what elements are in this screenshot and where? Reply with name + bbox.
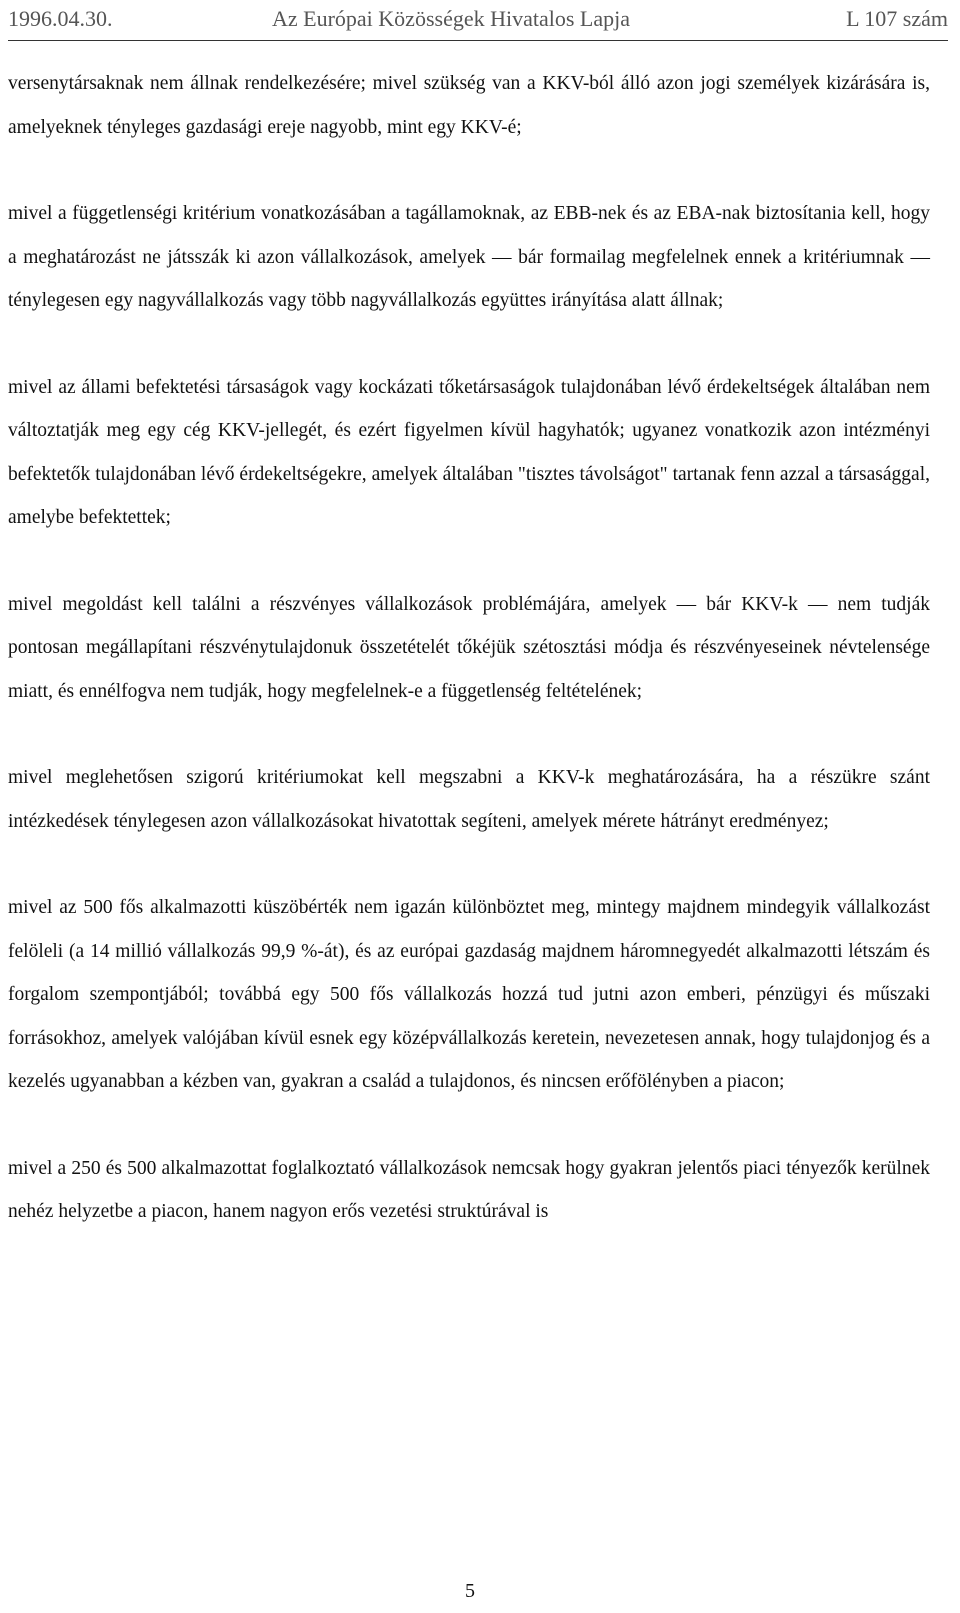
- page-number: 5: [465, 1580, 475, 1602]
- header-issue-reference: L 107 szám: [846, 6, 948, 31]
- paragraph-3: mivel az állami befektetési társaságok vagy kockázati tőketársaságok tulajdonában lévő érdekeltségek általában nem változtatják meg egy cég KKV-jellegét, és ezért figyelmen kívül hagyhatók; ugyanez vonatkozik azon intézményi befektetők tulajdonában lévő érdekeltségekre, amelyek általában "tisztes távolságot" tartanak fenn azzal a társasággal, amelybe befektettek;: [8, 376, 930, 528]
- paragraph-1: versenytársaknak nem állnak rendelkezésére; mivel szükség van a KKV-ból álló azon jogi személyek kizárására is, amelyeknek tényleges gazdasági ereje nagyobb, mint egy KKV-é;: [8, 73, 930, 138]
- header-rule: [8, 40, 948, 41]
- paragraph-7: mivel a 250 és 500 alkalmazottat foglalkoztató vállalkozások nemcsak hogy gyakran jelentős piaci tényezők kerülnek nehéz helyzetbe a piacon, hanem nagyon erős vezetési struktúrával is: [8, 1157, 930, 1222]
- paragraph-2: mivel a függetlenségi kritérium vonatkozásában a tagállamoknak, az EBB-nek és az EBA-nak biztosítania kell, hogy a meghatározást ne játsszák ki azon vállalkozások, amelyek — bár formailag megfelelnek ennek a kritériumnak — ténylegesen egy nagyvállalkozás vagy több nagyvállalkozás együttes irányítása alatt állnak;: [8, 203, 930, 311]
- body-text: [8, 62, 930, 1277]
- paragraph-6: mivel az 500 fős alkalmazotti küszöbérték nem igazán különböztet meg, mintegy majdnem mindegyik vállalkozást felöleli (a 14 millió vállalkozás 99,9 %-át), és az európai gazdaság majdnem háromnegyedét alkalmazotti létszám és forgalom szempontjából; továbbá egy 500 fős vállalkozás hozzá tud jutni azon emberi, pénzügyi és műszaki forrásokhoz, amelyek valójában kívül esnek egy középvállalkozás keretein, nevezetesen annak, hogy tulajdonjog és a kezelés ugyanabban a kézben van, gyakran a család a tulajdonos, és nincsen erőfölényben a piacon;: [8, 897, 930, 1092]
- paragraph-4: mivel megoldást kell találni a részvényes vállalkozások problémájára, amelyek — bár KKV-k — nem tudják pontosan megállapítani részvénytulajdonuk összetételét tőkéjük szétosztási módja és részvényeseinek névtelensége miatt, és ennélfogva nem tudják, hogy megfelelnek-e a függetlenség feltételének;: [8, 593, 930, 702]
- paragraph-5: mivel meglehetősen szigorú kritériumokat kell megszabni a KKV-k meghatározására, ha a részükre szánt intézkedések ténylegesen azon vállalkozásokat hivatottak segíteni, amelyek mérete hátrányt eredményez;: [8, 767, 930, 832]
- header-date: 1996.04.30.: [8, 6, 113, 31]
- header-journal-title: Az Európai Közösségek Hivatalos Lapja: [272, 6, 630, 31]
- page-header: [8, 2, 948, 36]
